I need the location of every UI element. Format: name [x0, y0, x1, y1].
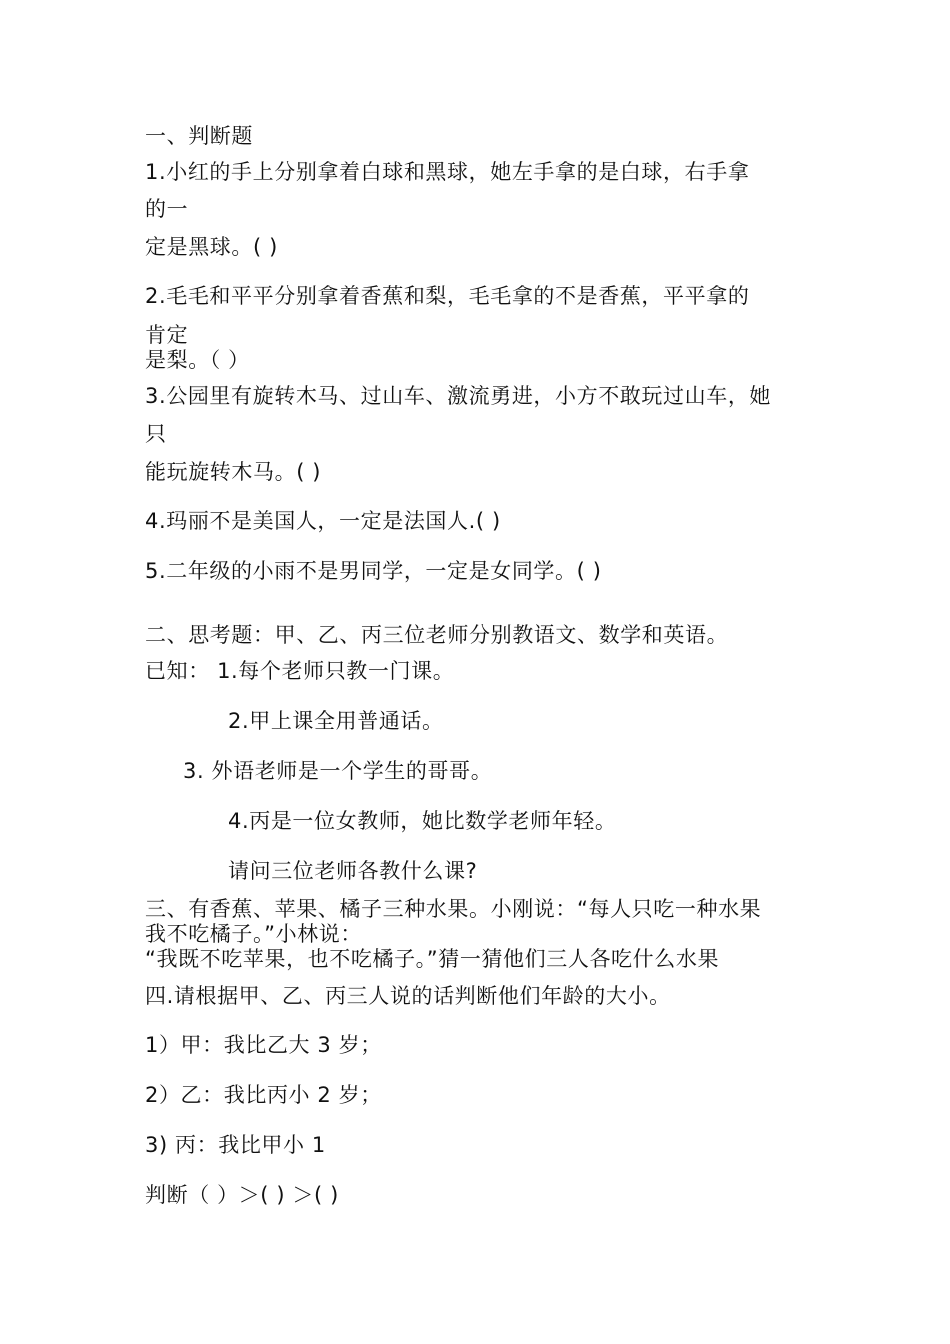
question-2-line3: 是梨。（ ）: [145, 348, 250, 372]
section4-heading: 四.请根据甲、乙、丙三人说的话判断他们年龄的大小。: [145, 984, 671, 1008]
question-4: 4.玛丽不是美国人，一定是法国人.( ): [145, 509, 501, 533]
question-1-line3: 定是黑球。( ): [145, 235, 278, 259]
question-1-line1: 1.小红的手上分别拿着白球和黑球，她左手拿的是白球，右手拿: [145, 160, 750, 184]
section4-judgement: 判断（ ）＞( ) ＞( ): [145, 1183, 339, 1207]
section2-known: 已知： 1.每个老师只教一门课。: [145, 659, 455, 683]
section4-statement-1: 1）甲：我比乙大 3 岁；: [145, 1033, 382, 1057]
question-2-line2: 肯定: [145, 323, 189, 347]
section2-condition-3: 3. 外语老师是一个学生的哥哥。: [183, 759, 493, 783]
section2-heading: 二、思考题：甲、乙、丙三位老师分别教语文、数学和英语。: [145, 623, 729, 647]
section3-line3: “我既不吃苹果，也不吃橘子。”猜一猜他们三人各吃什么水果: [145, 947, 720, 971]
section2-question: 请问三位老师各教什么课?: [228, 859, 478, 883]
section1-heading: 一、判断题: [145, 124, 253, 148]
question-3-line1: 3.公园里有旋转木马、过山车、激流勇进，小方不敢玩过山车，她: [145, 384, 772, 408]
question-3-line2: 只: [145, 422, 167, 446]
question-3-line3: 能玩旋转木马。( ): [145, 460, 322, 484]
section3-line2: 我不吃橘子。”小林说：: [145, 922, 362, 946]
section3-line1: 三、有香蕉、苹果、橘子三种水果。小刚说：“每人只吃一种水果: [145, 897, 762, 921]
question-1-line2: 的一: [145, 197, 189, 221]
question-5: 5.二年级的小雨不是男同学，一定是女同学。( ): [145, 559, 602, 583]
section4-statement-3: 3) 丙：我比甲小 1: [145, 1133, 326, 1157]
section4-statement-2: 2）乙：我比丙小 2 岁；: [145, 1083, 382, 1107]
question-2-line1: 2.毛毛和平平分别拿着香蕉和梨，毛毛拿的不是香蕉，平平拿的: [145, 284, 750, 308]
section2-condition-2: 2.甲上课全用普通话。: [228, 709, 444, 733]
section2-condition-4: 4.丙是一位女教师，她比数学老师年轻。: [228, 809, 617, 833]
